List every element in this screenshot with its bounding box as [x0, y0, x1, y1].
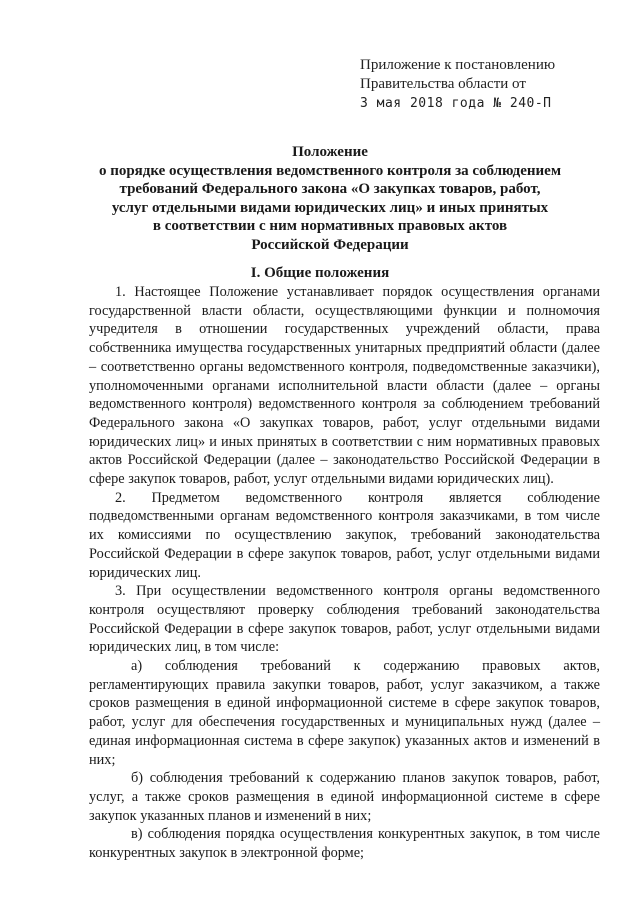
paragraph-1: 1. Настоящее Положение устанавливает порядок осуществления органами государственной власти области, осуществляющими функции и полномочия учредителя в отношении государственных учреждений области, права собственника имущества государственных унитарных предприятий области (далее – соответственно органы ведомственного контроля, подведомственные заказчики), уполномоченными органами исполнительной власти области (далее – органы ведомственного контроля) ведомственного контроля за соблюдением требований Федерального закона «О закупках товаров, работ, услуг отдельными видами юридических лиц» и иных принятых в соответствии с ним нормативных правовых актов Российской Федерации (далее – законодательство Российской Федерации в сфере закупок товаров, работ, услуг отдельными видами юридических лиц).: [89, 284, 600, 488]
section-body: [89, 283, 600, 863]
title-line-5: в соответствии с ним нормативных правовых актов: [152, 218, 508, 234]
appendix-line-2: Правительства области от: [360, 76, 526, 92]
title-line-1: Положение: [292, 144, 368, 160]
appendix-header: [360, 56, 620, 113]
title-line-3: требований Федерального закона «О закупках товаров, работ,: [119, 181, 541, 197]
appendix-date-line: 3 мая 2018 года № 240-П: [360, 96, 552, 111]
title-line-6: Российской Федерации: [251, 236, 409, 253]
title-line-4: услуг отдельными видами юридических лиц» и иных принятых: [111, 199, 549, 216]
document-title: [60, 143, 600, 254]
title-line-2: о порядке осуществления ведомственного контроля за соблюдением: [98, 162, 562, 179]
section-heading: I. Общие положения: [250, 265, 390, 281]
subitem-c: в) соблюдения порядка осуществления конкурентных закупок, в том числе конкурентных закупок в электронной форме;: [89, 826, 600, 862]
paragraph-3: 3. При осуществлении ведомственного контроля органы ведомственного контроля осуществляют проверку соблюдения требований законодательства Российской Федерации в сфере закупок товаров, работ, услуг отдельными видами юридических лиц, в том числе:: [89, 583, 600, 656]
subitem-a: а) соблюдения требований к содержанию правовых актов, регламентирующих правила закупки товаров, работ, услуг заказчиком, а также сроков размещения в единой информационной системе в сфере закупок товаров, работ, услуг для обеспечения государственных и муниципальных нужд (далее – единая информационная система в сфере закупок) указанных актов и изменений в них;: [89, 658, 600, 768]
appendix-line-1: Приложение к постановлению: [360, 57, 556, 73]
paragraph-2: 2. Предметом ведомственного контроля является соблюдение подведомственными органам ведомственного контроля заказчиками, в том числе их комиссиями по осуществлению закупок, требований законодательства Российской Федерации в сфере закупок товаров, работ, услуг отдельными видами юридических лиц.: [89, 489, 600, 581]
subitem-b: б) соблюдения требований к содержанию планов закупок товаров, работ, услуг, а также сроков размещения в единой информационной системе в сфере закупок указанных планов и изменений в них;: [89, 770, 600, 824]
